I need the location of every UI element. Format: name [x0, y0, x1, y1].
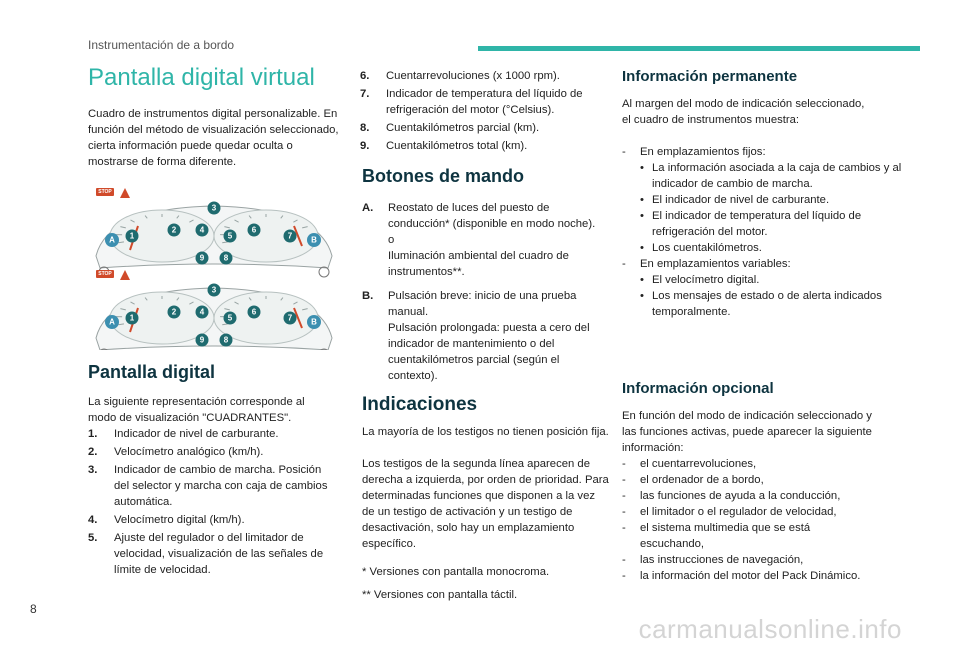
control-button-label: B	[311, 317, 317, 327]
list-item: - el cuentarrevoluciones,	[622, 458, 757, 470]
list-item: - la información del motor del Pack Dinámico.	[622, 570, 861, 582]
list-item: - el ordenador de a bordo,	[622, 474, 764, 486]
permanent-intro: Al margen del modo de indicación seleccionado, el cuadro de instrumentos muestra:	[622, 98, 865, 126]
controls-title: Botones de mando	[362, 166, 525, 186]
permanent-list	[622, 144, 902, 320]
list-item: • Los cuentakilómetros.	[640, 242, 762, 254]
list-item: 5. Ajuste del regulador o del limitador de velocidad, visualización de las señales de límite de velocidad.	[88, 532, 324, 576]
list-item: 1. Indicador de nivel de carburante.	[88, 428, 279, 440]
list-item: 7. Indicador de temperatura del líquido de refrigeración del motor (°Celsius).	[360, 88, 583, 116]
footnote-2: ** Versiones con pantalla táctil.	[362, 589, 518, 601]
control-item-a: A. Reostato de luces del puesto de conducción* (disponible en modo noche). o Iluminación ambiental del cuadro de instrumentos**.	[362, 202, 596, 278]
control-button-label: A	[109, 235, 115, 245]
optional-list	[622, 456, 902, 584]
list-item: 6. Cuentarrevoluciones (x 1000 rpm).	[360, 70, 560, 82]
list-item: 3. Indicador de cambio de marcha. Posición del selector y marcha con caja de cambios automática.	[88, 464, 328, 508]
indications-title: Indicaciones	[362, 394, 478, 415]
callout-label: 6	[251, 307, 257, 317]
stop-warning-text: STOP	[98, 271, 112, 277]
list-item: - En emplazamientos variables:	[622, 258, 791, 270]
steering-wheel-icon	[319, 267, 329, 277]
callout-label: 6	[251, 225, 257, 235]
alert-triangle-icon	[120, 188, 130, 198]
control-button-label: B	[311, 235, 317, 245]
cluster-figure	[88, 186, 340, 350]
virtual-intro: Cuadro de instrumentos digital personalizable. En función del método de visualización seleccionado, cierta información puede quedar oculta o mostrarse de forma diferente.	[88, 108, 339, 168]
list-item: • La información asociada a la caja de cambios y al indicador de cambio de marcha.	[640, 162, 902, 190]
callout-label: 9	[199, 335, 205, 345]
indications-p2: Los testigos de la segunda línea aparecen de derecha a izquierda, por orden de prioridad. Para determinadas funciones que disponen a la vez de un testigo de activación y un testigo de desactivación, solo hay un emplazamiento específico.	[362, 458, 609, 550]
digital-list-b	[360, 68, 610, 154]
list-item: 8. Cuentakilómetros parcial (km).	[360, 122, 540, 134]
list-item: - las funciones de ayuda a la conducción,	[622, 490, 841, 502]
list-item: - En emplazamientos fijos:	[622, 146, 766, 158]
list-item: - el sistema multimedia que se está escuchando,	[622, 522, 811, 550]
callout-label: 3	[211, 285, 217, 295]
list-item: • El velocímetro digital.	[640, 274, 760, 286]
control-button-label: A	[109, 317, 115, 327]
callout-label: 5	[227, 231, 233, 241]
callout-label: 2	[171, 225, 177, 235]
stop-warning-text: STOP	[98, 189, 112, 195]
callout-label: 7	[287, 231, 293, 241]
controls-list	[362, 200, 612, 384]
optional-intro: En función del modo de indicación seleccionado y las funciones activas, puede aparecer la siguiente información:	[622, 410, 872, 454]
optional-title: Información opcional	[622, 380, 774, 397]
list-item: 9. Cuentakilómetros total (km).	[360, 140, 528, 152]
footnote-1: * Versiones con pantalla monocroma.	[362, 566, 550, 578]
callout-label: 5	[227, 313, 233, 323]
callout-label: 2	[171, 307, 177, 317]
permanent-title: Información permanente	[622, 68, 798, 85]
header-accent-bar	[478, 46, 920, 51]
digital-title: Pantalla digital	[88, 362, 216, 382]
callout-label: 7	[287, 313, 293, 323]
digital-intro: La siguiente representación corresponde al modo de visualización "CUADRANTES".	[88, 396, 305, 424]
callout-label: 4	[199, 225, 205, 235]
callout-label: 1	[129, 313, 135, 323]
header-section: Instrumentación de a bordo	[88, 38, 235, 52]
callout-label: 9	[199, 253, 205, 263]
list-item: • El indicador de nivel de carburante.	[640, 194, 830, 206]
callout-label: 3	[211, 203, 217, 213]
list-item: 2. Velocímetro analógico (km/h).	[88, 446, 264, 458]
page-number: 8	[30, 602, 37, 616]
indications-p1: La mayoría de los testigos no tienen posición fija.	[362, 426, 609, 438]
callout-label: 4	[199, 307, 205, 317]
callout-label: 8	[223, 253, 229, 263]
digital-list-a	[88, 426, 328, 578]
list-item: - las instrucciones de navegación,	[622, 554, 804, 566]
list-item: • Los mensajes de estado o de alerta indicados temporalmente.	[640, 290, 882, 318]
list-item: - el limitador o el regulador de velocidad,	[622, 506, 837, 518]
alert-triangle-icon	[120, 270, 130, 280]
list-item: 4. Velocímetro digital (km/h).	[88, 514, 245, 526]
control-item-b: B. Pulsación breve: inicio de una prueba manual. Pulsación prolongada: puesta a cero del indicador de mantenimiento o del cuentakilómetros parcial (según el contexto).	[362, 290, 590, 382]
callout-label: 1	[129, 231, 135, 241]
callout-label: 8	[223, 335, 229, 345]
virtual-title: Pantalla digital virtual	[88, 64, 315, 91]
watermark: carmanualsonline.info	[638, 614, 902, 644]
list-item: • El indicador de temperatura del líquido de refrigeración del motor.	[640, 210, 862, 238]
